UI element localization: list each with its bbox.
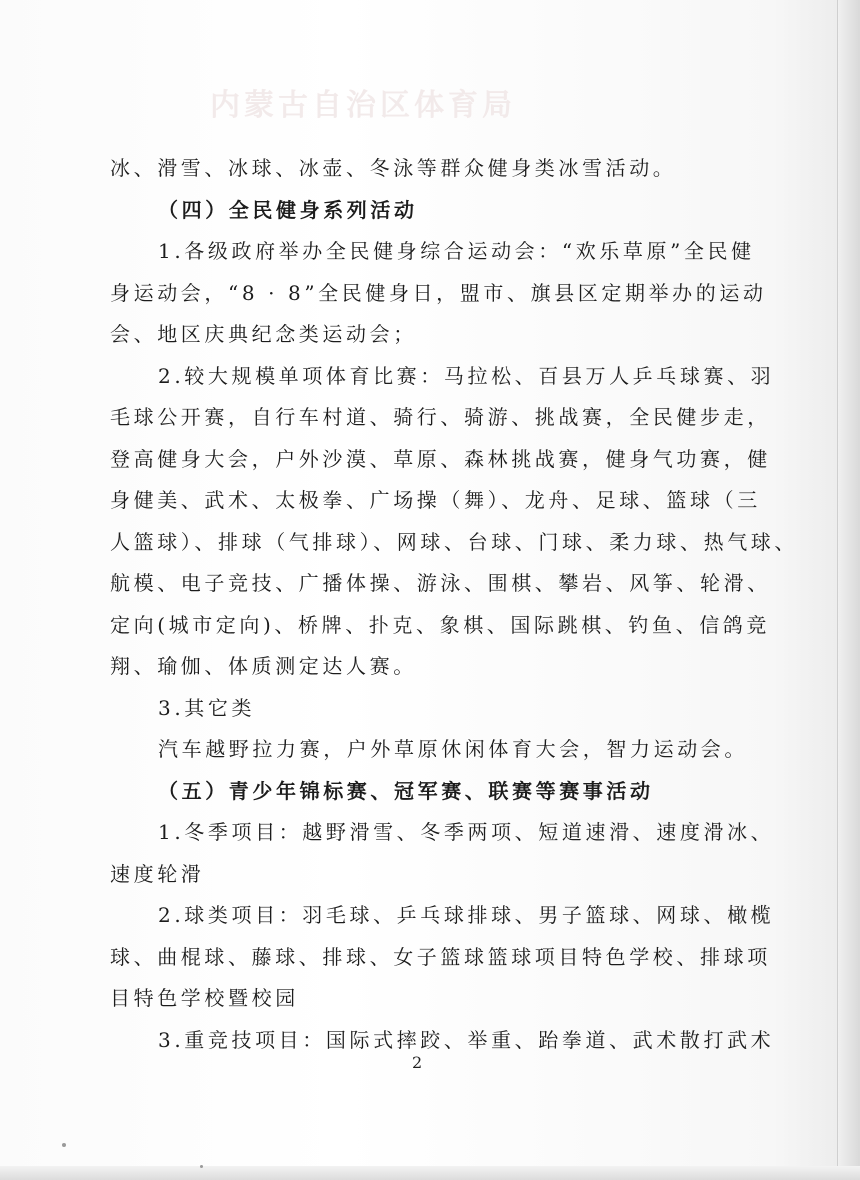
text-line: 翔、瑜伽、体质测定达人赛。 — [110, 654, 417, 678]
section-heading-five: （五）青少年锦标赛、冠军赛、联赛等赛事活动 — [158, 778, 654, 803]
text-line: 3.其它类 — [158, 695, 256, 720]
text-line: 2.较大规模单项体育比赛：马拉松、百县万人乒乓球赛、羽 — [158, 363, 775, 388]
text-line: 目特色学校暨校园 — [110, 986, 299, 1010]
text-line: 身健美、武术、太极拳、广场操（舞）、龙舟、足球、篮球（三 — [110, 488, 761, 512]
text-line: 球、曲棍球、藤球、排球、女子篮球篮球项目特色学校、排球项 — [110, 944, 771, 969]
text-line: 3.重竞技项目：国际式摔跤、举重、跆拳道、武术散打武术 — [158, 1027, 775, 1052]
faded-show-through-header: 内蒙古自治区体育局 — [210, 88, 516, 123]
page-number: 2 — [412, 1053, 423, 1072]
text-line: 汽车越野拉力赛，户外草原休闲体育大会，智力运动会。 — [158, 737, 748, 761]
scan-speck — [62, 1143, 66, 1147]
text-line: 冰、滑雪、冰球、冰壶、冬泳等群众健身类冰雪活动。 — [110, 156, 677, 180]
page-bottom-shadow — [0, 1166, 860, 1180]
text-line: 2.球类项目：羽毛球、乒乓球排球、男子篮球、网球、橄榄 — [158, 903, 775, 927]
text-line: 定向(城市定向)、桥牌、扑克、象棋、国际跳棋、钓鱼、信鸽竞 — [110, 612, 771, 637]
text-line: 身运动会，“8 · 8”全民健身日，盟市、旗县区定期举办的运动 — [110, 280, 767, 305]
text-line: 1.各级政府举办全民健身综合运动会：“欢乐草原”全民健 — [158, 239, 755, 263]
section-heading-four: （四）全民健身系列活动 — [158, 197, 418, 222]
text-line: 登高健身大会，户外沙漠、草原、森林挑战赛，健身气功赛，健 — [110, 446, 771, 471]
text-line: 会、地区庆典纪念类运动会； — [110, 322, 417, 346]
text-line: 人篮球）、排球（气排球）、网球、台球、门球、柔力球、热气球、 — [110, 529, 798, 554]
text-line: 速度轮滑 — [110, 861, 205, 886]
text-line: 1.冬季项目：越野滑雪、冬季两项、短道速滑、速度滑冰、 — [158, 820, 775, 844]
text-line: 航模、电子竞技、广播体操、游泳、围棋、攀岩、风筝、轮滑、 — [110, 571, 771, 595]
scan-speck — [200, 1165, 203, 1168]
page-edge-shadow — [837, 0, 860, 1180]
text-line: 毛球公开赛，自行车村道、骑行、骑游、挑战赛，全民健步走， — [110, 405, 771, 429]
document-body — [110, 148, 798, 1061]
